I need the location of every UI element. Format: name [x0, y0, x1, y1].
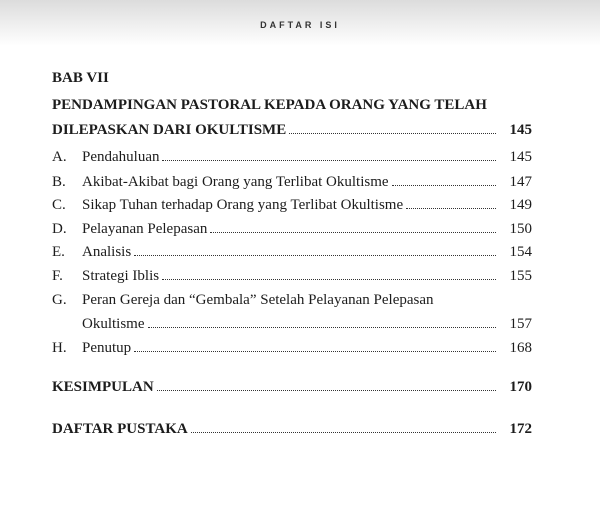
toc-entry-g[interactable]	[52, 291, 532, 309]
chapter-label: BAB VII	[52, 70, 109, 86]
toc-entry-d[interactable]	[52, 220, 532, 238]
section-letter: E.	[52, 244, 65, 260]
section-title: Analisis	[82, 244, 132, 260]
section-letter: D.	[52, 221, 67, 237]
dot-leader	[392, 183, 496, 186]
page-number: 149	[509, 197, 532, 213]
section-title: Penutup	[82, 340, 132, 356]
page-number: 147	[509, 174, 532, 190]
page-number: 157	[509, 316, 532, 332]
running-header: DAFTAR ISI	[260, 20, 340, 30]
toc-entry-h[interactable]	[52, 339, 532, 357]
section-letter: G.	[52, 292, 67, 308]
toc-entry-daftar-pustaka[interactable]	[52, 420, 532, 438]
page-number: 145	[509, 122, 532, 138]
dot-leader	[406, 206, 496, 209]
section-title: Pelayanan Pelepasan	[82, 221, 208, 237]
page-number: 150	[509, 221, 532, 237]
page-number: 155	[509, 268, 532, 284]
dot-leader	[289, 131, 496, 134]
dot-leader	[134, 349, 496, 352]
chapter-title-line2[interactable]: DILEPASKAN DARI OKULTISME 145	[52, 122, 532, 138]
dot-leader	[210, 230, 496, 233]
dot-leader	[148, 325, 497, 328]
toc-entry-b[interactable]	[52, 173, 532, 191]
dot-leader	[162, 158, 496, 161]
dot-leader	[162, 277, 496, 280]
page-number: 170	[509, 379, 532, 395]
dot-leader	[191, 430, 496, 433]
toc-entry-kesimpulan[interactable]	[52, 378, 532, 396]
page-number: 168	[509, 340, 532, 356]
dot-leader	[134, 253, 496, 256]
section-title: Pendahuluan	[82, 149, 160, 165]
chapter-title-line1: PENDAMPINGAN PASTORAL KEPADA ORANG YANG TELAH	[52, 97, 487, 113]
toc-entry-g-continuation[interactable]	[82, 315, 532, 333]
back-matter-title: DAFTAR PUSTAKA	[52, 421, 188, 437]
section-title: Strategi Iblis	[82, 268, 160, 284]
section-title: Sikap Tuhan terhadap Orang yang Terlibat Okultisme	[82, 197, 404, 213]
dot-leader	[157, 388, 496, 391]
section-title-continued: Okultisme	[82, 316, 145, 332]
toc-entry-e[interactable]	[52, 243, 532, 261]
section-letter: F.	[52, 268, 63, 284]
page-number: 172	[509, 421, 532, 437]
toc-entry-f[interactable]	[52, 267, 532, 285]
back-matter-title: KESIMPULAN	[52, 379, 154, 395]
section-letter: H.	[52, 340, 67, 356]
section-letter: C.	[52, 197, 66, 213]
page-number: 154	[509, 244, 532, 260]
section-letter: A.	[52, 149, 67, 165]
section-title: Akibat-Akibat bagi Orang yang Terlibat Okultisme	[82, 174, 389, 190]
page-number: 145	[509, 149, 532, 165]
toc-entry-a[interactable]	[52, 148, 532, 166]
toc-entry-c[interactable]	[52, 196, 532, 214]
section-title: Peran Gereja dan “Gembala” Setelah Pelayanan Pelepasan	[82, 292, 434, 308]
section-letter: B.	[52, 174, 66, 190]
